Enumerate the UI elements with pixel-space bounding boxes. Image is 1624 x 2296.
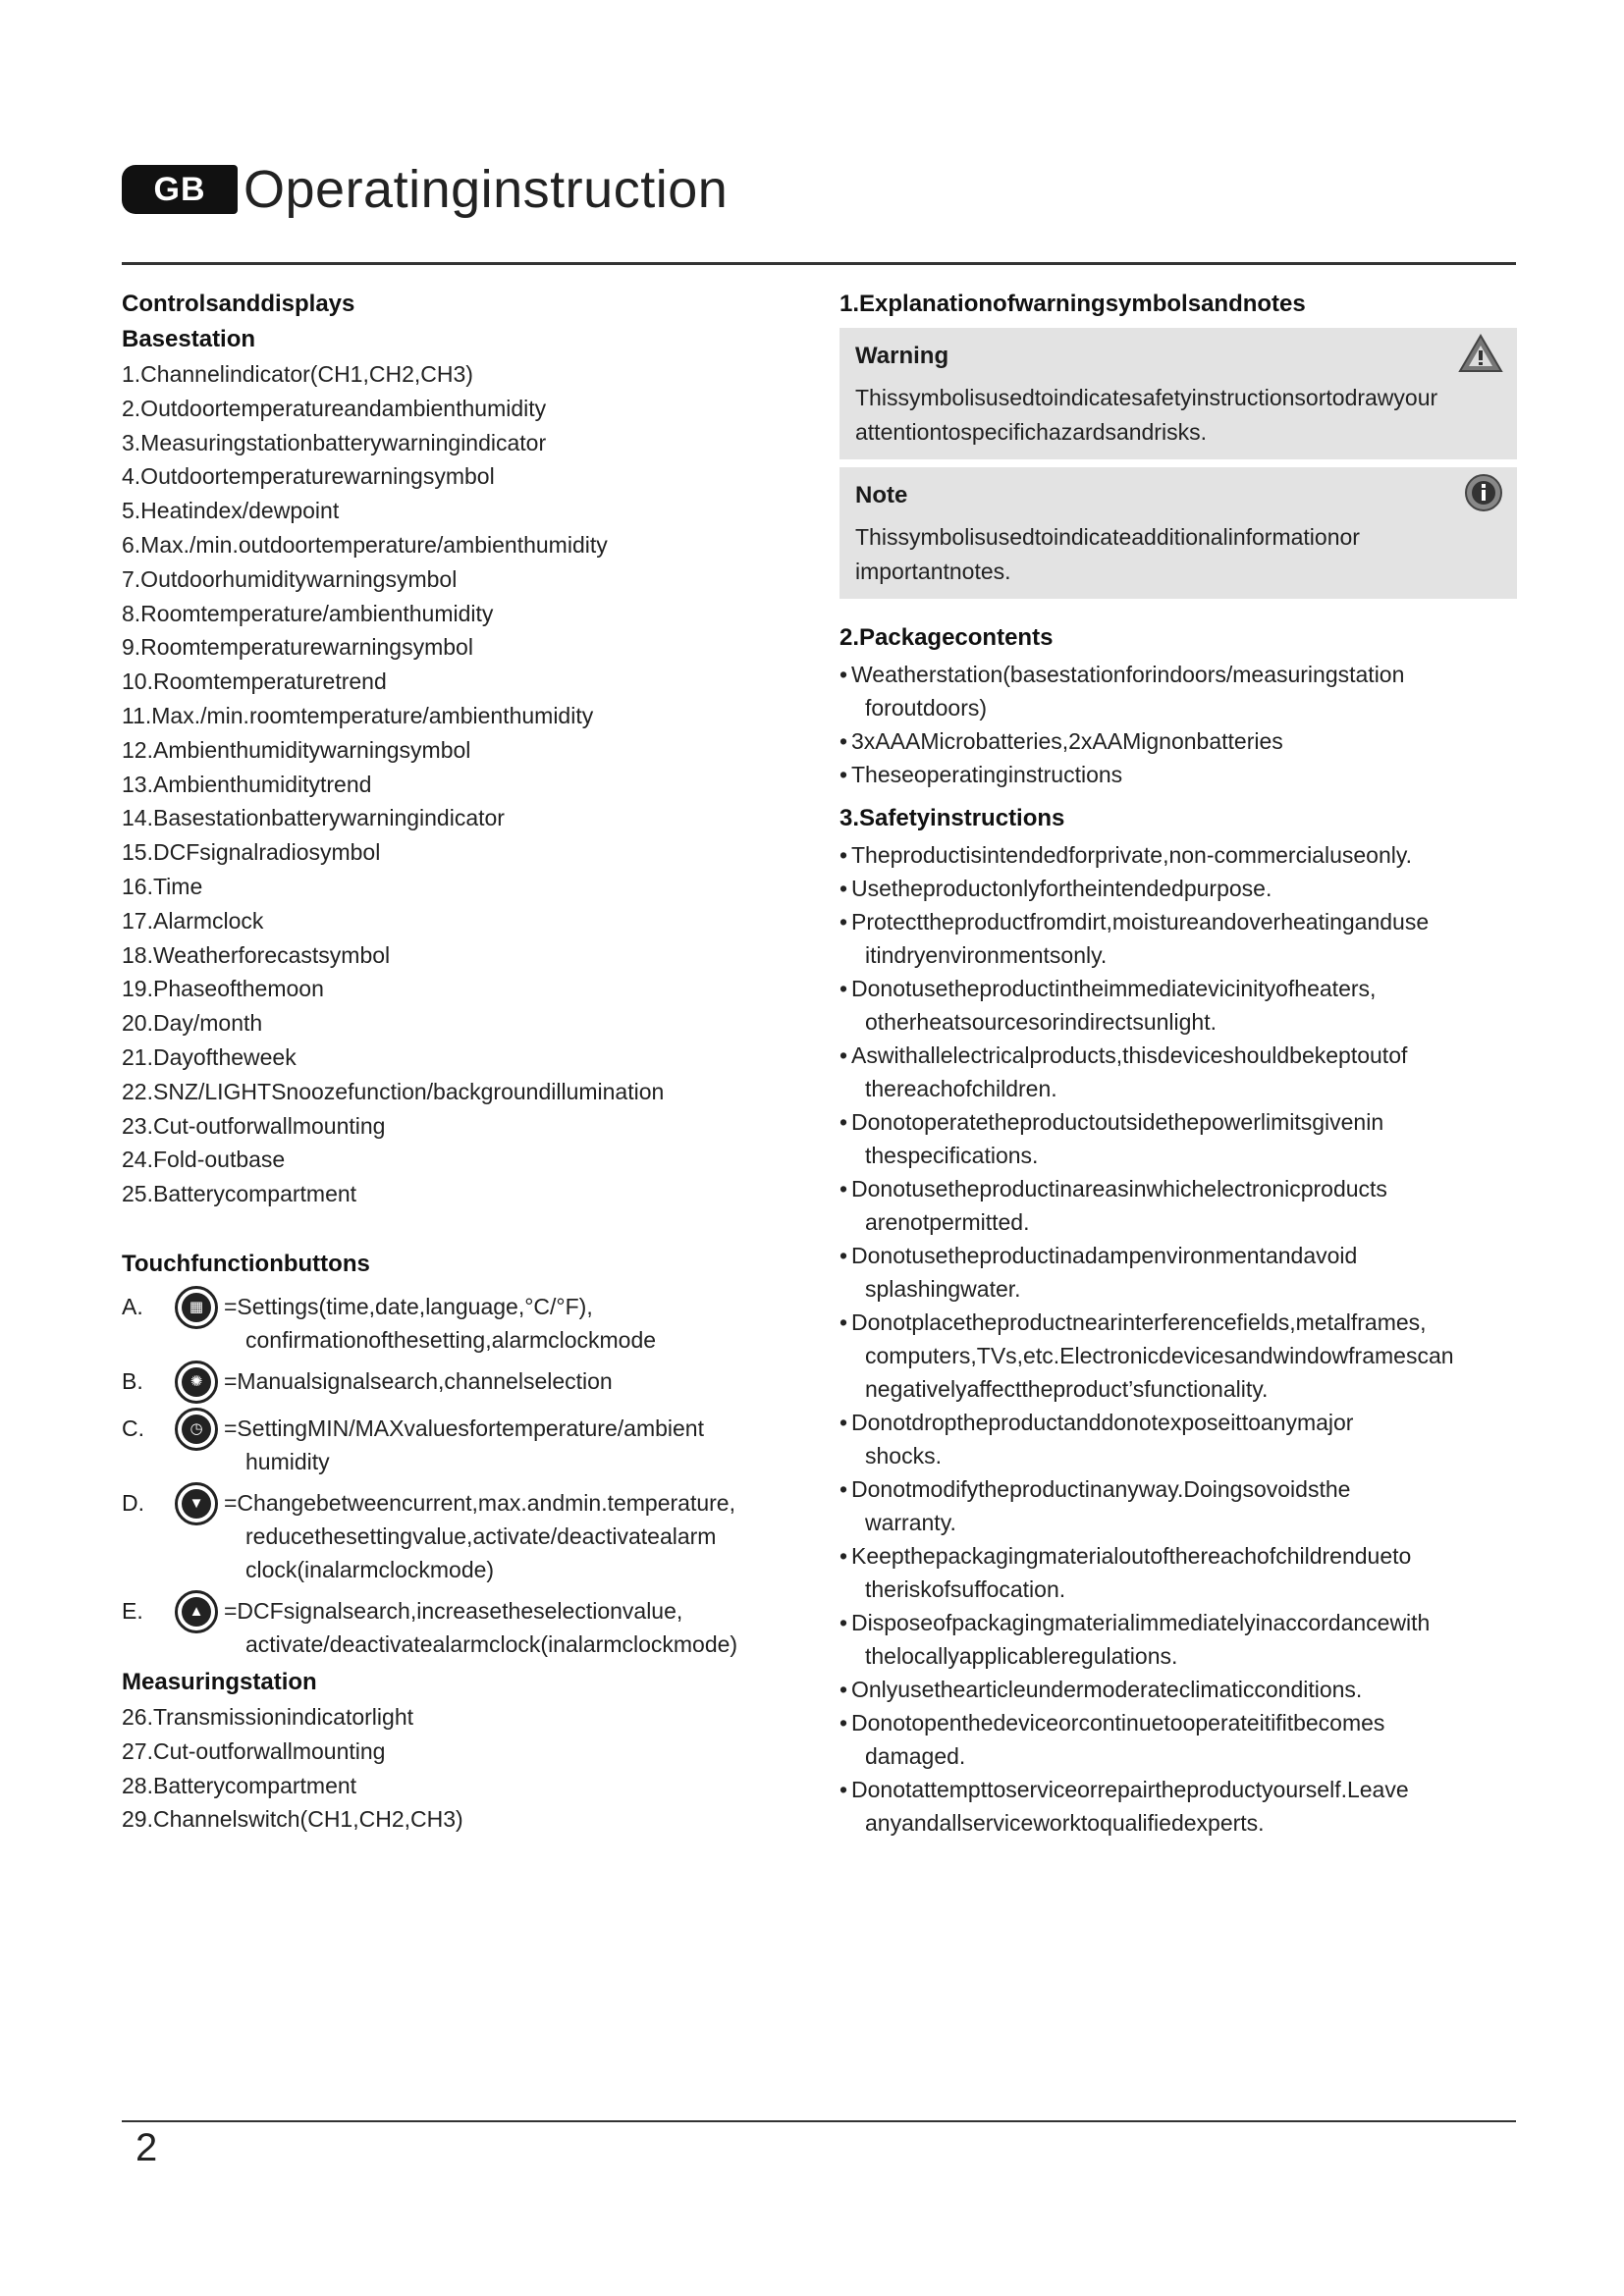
list-item: • Donotdroptheproductanddonotexposeittoanymajor shocks.	[839, 1406, 1517, 1472]
warning-box	[839, 328, 1517, 459]
touch-row-a	[122, 1286, 770, 1357]
language-badge: GB	[122, 165, 238, 214]
measuring-station-heading: Measuringstation	[122, 1668, 317, 1695]
list-item: • Onlyusethearticleundermoderateclimaticconditions.	[839, 1673, 1517, 1706]
list-item: 25.Batterycompartment	[122, 1181, 357, 1207]
list-item: • Theproductisintendedforprivate,non-commercialuseonly.	[839, 838, 1517, 872]
list-item: • Donotmodifytheproductinanyway.Doingsovoidsthe warranty.	[839, 1472, 1517, 1539]
list-item: 23.Cut-outforwallmounting	[122, 1112, 386, 1139]
list-item: • Disposeofpackagingmaterialimmediatelyinaccordancewith thelocallyapplicableregulations.	[839, 1606, 1517, 1673]
note-text-line: Thissymbolisusedtoindicateadditionalinformationor	[855, 524, 1360, 550]
warning-title: Warning	[855, 343, 949, 369]
section-2-heading: 2.Packagecontents	[839, 624, 1054, 651]
touch-text: =Changebetweencurrent,max.andmin.temperature,	[224, 1489, 735, 1516]
touch-buttons-heading: Touchfunctionbuttons	[122, 1250, 370, 1277]
warning-text-line: Thissymbolisusedtoindicatesafetyinstructionsortodrawyour	[855, 385, 1438, 410]
list-item: 22.SNZ/LIGHTSnoozefunction/backgroundillumination	[122, 1078, 665, 1104]
list-item: • Protecttheproductfromdirt,moistureandoverheatinganduse itindryenvironmentsonly.	[839, 905, 1517, 972]
touch-text-cont: activate/deactivatealarmclock(inalarmclockmode)	[245, 1630, 738, 1657]
touch-buttons-list	[122, 1286, 770, 1661]
touch-text: =Manualsignalsearch,channelselection	[224, 1367, 613, 1394]
list-item: 29.Channelswitch(CH1,CH2,CH3)	[122, 1806, 463, 1833]
list-item: • Donotoperatetheproductoutsidethepowerlimitsgivenin thespecifications.	[839, 1105, 1517, 1172]
touch-letter: A.	[122, 1293, 143, 1319]
list-item: 21.Dayoftheweek	[122, 1043, 297, 1070]
list-item: 5.Heatindex/dewpoint	[122, 498, 340, 524]
touch-text-cont: reducethesettingvalue,activate/deactivatealarm	[245, 1522, 717, 1549]
base-station-list	[122, 357, 770, 1211]
list-item: 13.Ambienthumiditytrend	[122, 771, 372, 797]
list-item: 17.Alarmclock	[122, 907, 264, 934]
touch-letter: E.	[122, 1597, 143, 1624]
list-item: 1.Channelindicator(CH1,CH2,CH3)	[122, 361, 473, 387]
list-item: 4.Outdoortemperaturewarningsymbol	[122, 463, 495, 490]
package-contents-list	[839, 658, 1517, 791]
list-item: 20.Day/month	[122, 1010, 263, 1037]
list-item: • Usetheproductonlyfortheintendedpurpose.	[839, 872, 1517, 905]
list-item: 2.Outdoortemperatureandambienthumidity	[122, 395, 547, 421]
list-item: 24.Fold-outbase	[122, 1147, 286, 1173]
note-title: Note	[855, 482, 908, 508]
safety-instructions-list	[839, 838, 1517, 1840]
list-item: 8.Roomtemperature/ambienthumidity	[122, 600, 494, 626]
right-column	[839, 287, 1517, 1840]
list-item: 16.Time	[122, 873, 203, 899]
list-item: 19.Phaseofthemoon	[122, 976, 324, 1002]
touch-row-d	[122, 1482, 770, 1586]
touch-row-c	[122, 1408, 770, 1478]
list-item: • Donotattempttoserviceorrepairtheproductyourself.Leave anyandallserviceworktoqualifiedexperts.	[839, 1773, 1517, 1840]
signal-search-icon: ✺	[175, 1361, 218, 1404]
header-divider	[122, 262, 1516, 265]
down-arrow-icon: ▼	[175, 1482, 218, 1525]
list-item: • 3xAAAMicrobatteries,2xAAMignonbatteries	[839, 724, 1517, 758]
touch-text: =SettingMIN/MAXvaluesfortemperature/ambient	[224, 1415, 704, 1441]
list-item: 7.Outdoorhumiditywarningsymbol	[122, 565, 458, 592]
note-box	[839, 467, 1517, 599]
touch-letter: B.	[122, 1367, 143, 1394]
list-item: • Donotusetheproductintheimmediatevicinityofheaters, otherheatsourcesorindirectsunlight.	[839, 972, 1517, 1039]
controls-heading: Controlsanddisplays	[122, 291, 355, 317]
page-number: 2	[135, 2126, 158, 2169]
list-item: • Theseoperatinginstructions	[839, 758, 1517, 791]
note-text-line: importantnotes.	[855, 559, 1011, 584]
touch-text-cont: confirmationofthesetting,alarmclockmode	[245, 1326, 657, 1353]
touch-text-cont: clock(inalarmclockmode)	[245, 1556, 495, 1582]
touch-letter: C.	[122, 1415, 144, 1441]
page-title: Operatinginstruction	[244, 160, 729, 219]
list-item: 14.Basestationbatterywarningindicator	[122, 805, 505, 831]
touch-text: =Settings(time,date,language,°C/°F),	[224, 1293, 593, 1319]
list-item: 3.Measuringstationbatterywarningindicator	[122, 429, 547, 455]
list-item: • Donotopenthedeviceorcontinuetooperateitifitbecomes damaged.	[839, 1706, 1517, 1773]
touch-row-b	[122, 1361, 770, 1404]
measuring-station-list	[122, 1700, 770, 1837]
list-item: • Donotusetheproductinadampenvironmentandavoid splashingwater.	[839, 1239, 1517, 1306]
alarm-clock-icon: ◷	[175, 1408, 218, 1451]
section-1-heading: 1.Explanationofwarningsymbolsandnotes	[839, 291, 1306, 317]
settings-icon: ▦	[175, 1286, 218, 1329]
touch-text-cont: humidity	[245, 1448, 330, 1474]
list-item: 6.Max./min.outdoortemperature/ambienthumidity	[122, 531, 608, 558]
touch-row-e	[122, 1590, 770, 1661]
section-3-heading: 3.Safetyinstructions	[839, 805, 1065, 831]
list-item: 26.Transmissionindicatorlight	[122, 1703, 414, 1730]
footer-divider	[122, 2120, 1516, 2122]
list-item: • Aswithallelectricalproducts,thisdeviceshouldbekeptoutof thereachofchildren.	[839, 1039, 1517, 1105]
list-item: 9.Roomtemperaturewarningsymbol	[122, 634, 473, 661]
list-item: 11.Max./min.roomtemperature/ambienthumidity	[122, 702, 594, 728]
page-header	[122, 157, 728, 222]
list-item: • Donotusetheproductinareasinwhichelectronicproducts arenotpermitted.	[839, 1172, 1517, 1239]
base-station-heading: Basestation	[122, 326, 256, 352]
list-item: 18.Weatherforecastsymbol	[122, 941, 391, 968]
list-item: • Donotplacetheproductnearinterferencefields,metalframes, computers,TVs,etc.Electronicdevicesandwindowframescan negativelyaffecttheproduct’sfunctionality.	[839, 1306, 1517, 1406]
list-item: 27.Cut-outforwallmounting	[122, 1737, 386, 1764]
list-item: 12.Ambienthumiditywarningsymbol	[122, 736, 471, 763]
list-item: • Weatherstation(basestationforindoors/measuringstation foroutdoors)	[839, 658, 1517, 724]
list-item: 15.DCFsignalradiosymbol	[122, 839, 381, 866]
up-arrow-icon: ▲	[175, 1590, 218, 1633]
list-item: 28.Batterycompartment	[122, 1772, 357, 1798]
warning-text-line: attentiontospecifichazardsandrisks.	[855, 419, 1207, 445]
list-item: 10.Roomtemperaturetrend	[122, 668, 387, 695]
warning-icon	[1458, 334, 1503, 373]
left-column	[122, 287, 770, 1837]
touch-text: =DCFsignalsearch,increasetheselectionvalue,	[224, 1597, 683, 1624]
info-icon	[1464, 473, 1503, 512]
touch-letter: D.	[122, 1489, 144, 1516]
list-item: • Keepthepackagingmaterialoutofthereachofchildrendueto theriskofsuffocation.	[839, 1539, 1517, 1606]
